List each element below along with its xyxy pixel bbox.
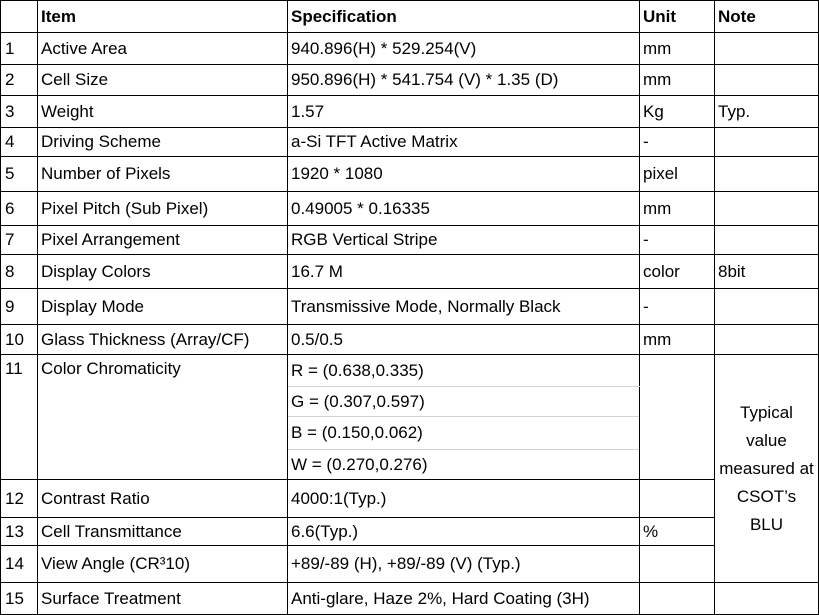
table-row (1, 546, 819, 583)
row-unit: - (640, 289, 715, 325)
row-unit: color (640, 255, 715, 289)
row-number: 10 (1, 325, 38, 355)
chromaticity-red: R = (0.638,0.335) (288, 355, 640, 387)
row-number: 4 (1, 128, 38, 157)
chromaticity-blue: B = (0.150,0.062) (288, 417, 640, 450)
row-unit (640, 546, 715, 583)
row-item: Pixel Arrangement (38, 226, 288, 255)
row-item: Display Mode (38, 289, 288, 325)
row-number: 3 (1, 96, 38, 128)
row-note (715, 33, 819, 65)
row-item: Display Colors (38, 255, 288, 289)
row-note (715, 289, 819, 325)
row-spec: 940.896(H) * 529.254(V) (288, 33, 640, 65)
header-spec: Specification (288, 1, 640, 33)
row-number: 13 (1, 518, 38, 546)
table-row (1, 157, 819, 192)
row-number: 9 (1, 289, 38, 325)
row-spec: Anti-glare, Haze 2%, Hard Coating (3H) (288, 583, 640, 615)
row-note: Typ. (715, 96, 819, 128)
row-number: 12 (1, 480, 38, 518)
row-spec: 16.7 M (288, 255, 640, 289)
row-unit (640, 355, 715, 480)
row-note (715, 325, 819, 355)
row-note (715, 226, 819, 255)
row-note-empty (715, 583, 819, 615)
row-item: View Angle (CR³10) (38, 546, 288, 583)
chromaticity-white: W = (0.270,0.276) (288, 450, 640, 480)
header-row (1, 1, 819, 33)
row-item: Weight (38, 96, 288, 128)
row-unit (640, 583, 715, 615)
row-unit: mm (640, 325, 715, 355)
row-unit: mm (640, 33, 715, 65)
row-number: 15 (1, 583, 38, 615)
row-item: Pixel Pitch (Sub Pixel) (38, 192, 288, 226)
row-note (715, 192, 819, 226)
row-note (715, 65, 819, 96)
header-item: Item (38, 1, 288, 33)
merged-note: Typical value measured at CSOT’s BLU (715, 355, 819, 583)
row-number: 1 (1, 33, 38, 65)
row-unit: - (640, 128, 715, 157)
row-item: Surface Treatment (38, 583, 288, 615)
row-number: 14 (1, 546, 38, 583)
row-unit (640, 480, 715, 518)
row-note: 8bit (715, 255, 819, 289)
table-row (1, 480, 819, 518)
row-spec: 0.5/0.5 (288, 325, 640, 355)
row-item: Contrast Ratio (38, 480, 288, 518)
row-item: Number of Pixels (38, 157, 288, 192)
row-item: Cell Size (38, 65, 288, 96)
table-row (1, 518, 819, 546)
table-row (1, 65, 819, 96)
table-row (1, 226, 819, 255)
header-no (1, 1, 38, 33)
table-row (1, 355, 819, 387)
row-number: 2 (1, 65, 38, 96)
row-note (715, 157, 819, 192)
row-spec: 0.49005 * 0.16335 (288, 192, 640, 226)
row-unit: mm (640, 65, 715, 96)
row-item: Color Chromaticity (38, 355, 288, 480)
table-row (1, 96, 819, 128)
header-unit: Unit (640, 1, 715, 33)
row-number: 7 (1, 226, 38, 255)
table-row (1, 325, 819, 355)
row-spec: a-Si TFT Active Matrix (288, 128, 640, 157)
table-row (1, 128, 819, 157)
header-note: Note (715, 1, 819, 33)
row-item: Driving Scheme (38, 128, 288, 157)
row-unit: pixel (640, 157, 715, 192)
row-spec: 950.896(H) * 541.754 (V) * 1.35 (D) (288, 65, 640, 96)
row-item: Cell Transmittance (38, 518, 288, 546)
row-unit: mm (640, 192, 715, 226)
row-spec: 1920 * 1080 (288, 157, 640, 192)
row-spec: 1.57 (288, 96, 640, 128)
row-number: 5 (1, 157, 38, 192)
row-spec: RGB Vertical Stripe (288, 226, 640, 255)
row-spec: Transmissive Mode, Normally Black (288, 289, 640, 325)
table-row (1, 583, 819, 615)
row-unit: - (640, 226, 715, 255)
row-number: 6 (1, 192, 38, 226)
row-spec: 4000:1(Typ.) (288, 480, 640, 518)
table-row (1, 255, 819, 289)
chromaticity-green: G = (0.307,0.597) (288, 387, 640, 417)
row-spec: +89/-89 (H), +89/-89 (V) (Typ.) (288, 546, 640, 583)
table-row (1, 192, 819, 226)
row-number: 8 (1, 255, 38, 289)
table-row (1, 289, 819, 325)
row-item: Active Area (38, 33, 288, 65)
row-item: Glass Thickness (Array/CF) (38, 325, 288, 355)
table-row (1, 33, 819, 65)
row-number: 11 (1, 355, 38, 480)
row-note (715, 128, 819, 157)
row-unit: Kg (640, 96, 715, 128)
row-unit: % (640, 518, 715, 546)
row-spec: 6.6(Typ.) (288, 518, 640, 546)
